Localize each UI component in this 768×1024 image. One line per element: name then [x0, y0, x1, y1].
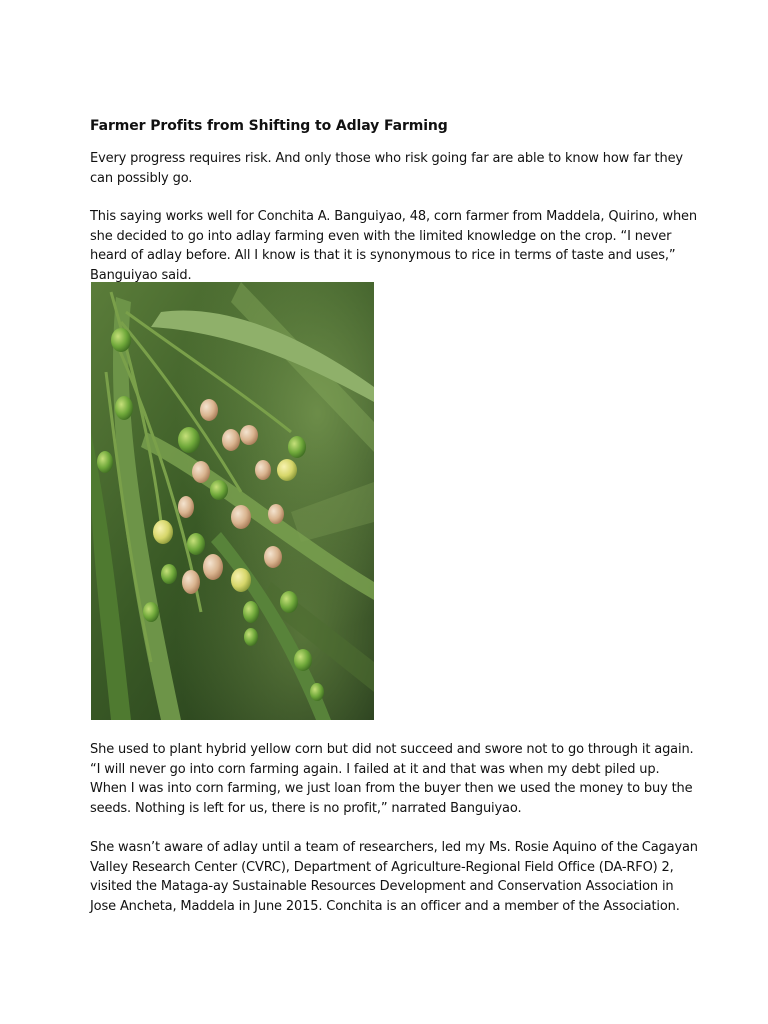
- paragraph-line: heard of adlay before. All I know is that it is synonymous to rice in terms of taste and uses,”: [90, 248, 676, 263]
- paragraph-line: “I will never go into corn farming again. I failed at it and that was when my debt piled up.: [90, 761, 660, 777]
- paragraph-line: she decided to go into adlay farming even with the limited knowledge on the crop. “I never: [90, 228, 672, 244]
- paragraph-line: Jose Ancheta, Maddela in June 2015. Conchita is an officer and a member of the Association.: [90, 898, 680, 914]
- paragraph-line: can possibly go.: [90, 170, 193, 186]
- paragraph-line: When I was into corn farming, we just loan from the buyer then we used the money to buy the: [90, 781, 693, 796]
- paragraph-line: visited the Mataga-ay Sustainable Resources Development and Conservation Association in: [90, 879, 674, 894]
- paragraph-line: Valley Research Center (CVRC), Department of Agriculture-Regional Field Office (DA-RFO) 2,: [90, 859, 674, 875]
- paragraph-researchers: [90, 838, 698, 916]
- paragraph-saying: [90, 207, 697, 285]
- paragraph-line: She wasn’t aware of adlay until a team of researchers, led my Ms. Rosie Aquino of the Cagayan: [90, 840, 698, 855]
- paragraph-line: She used to plant hybrid yellow corn but did not succeed and swore not to go through it again.: [90, 742, 694, 757]
- paragraph-line: Banguiyao said.: [90, 267, 192, 283]
- paragraph-line: Every progress requires risk. And only those who risk going far are able to know how far they: [90, 151, 683, 166]
- paragraph-corn-history: [90, 740, 694, 818]
- adlay-plant-photo: [91, 282, 374, 720]
- paragraph-line: seeds. Nothing is left for us, there is no profit,” narrated Banguiyao.: [90, 800, 522, 816]
- article-title: Farmer Profits from Shifting to Adlay Farming: [90, 118, 448, 134]
- paragraph-intro: [90, 149, 690, 188]
- paragraph-line: This saying works well for Conchita A. Banguiyao, 48, corn farmer from Maddela, Quirino, when: [90, 209, 697, 224]
